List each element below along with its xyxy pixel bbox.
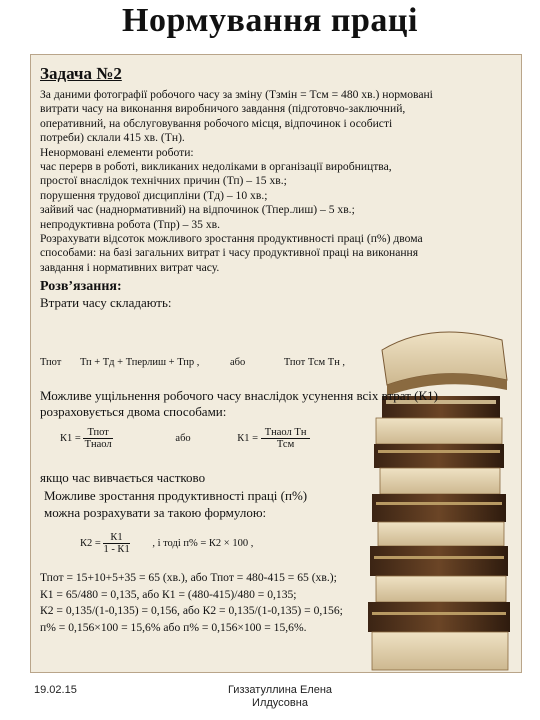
k1-description: Можливе ущільнення робочого часу внаслідок усунення всіх втрат (К1) розраховується двома способами:: [40, 388, 438, 419]
task-section: [40, 64, 510, 311]
task-line: способами: на базі загальних витрат і часу продуктивної праці на виконання: [40, 246, 419, 260]
page-title: Нормування праці: [122, 2, 418, 39]
k1-lhs-alt: К1 =: [237, 432, 259, 444]
k2-lhs: К2 =: [80, 537, 101, 549]
k1-formula: [60, 427, 310, 450]
k1-numerator-alt: Тнаол Тн: [261, 427, 311, 439]
losses-formula: [40, 357, 345, 368]
k1-denominator: Тнаол: [84, 439, 112, 450]
k1-fraction: [83, 427, 112, 450]
growth-line: Можливе зростання продуктивності праці (п%): [44, 488, 308, 503]
k2-rest: , і тоді п% = К2 × 100 ,: [152, 537, 254, 549]
task-line: простої внаслідок технічних причин (Тп) – 15 хв.;: [40, 174, 287, 188]
task-heading: Задача №2: [40, 64, 122, 83]
task-line: порушення трудової дисципліни (Тд) – 10 хв.;: [40, 188, 268, 202]
k2-fraction: [103, 532, 129, 555]
k1-or: або: [175, 432, 191, 444]
task-line: Ненормовані елементи роботи:: [40, 145, 194, 159]
formula-expr: Тп + Тд + Тперлиш + Тпр ,: [79, 357, 200, 368]
formula-alt: Тпот Тсм Тн ,: [283, 357, 346, 368]
k2-numerator: К1: [103, 532, 129, 544]
task-line: непродуктивна робота (Тпр) – 35 хв.: [40, 217, 220, 231]
calc-line: п% = 0,156×100 = 15,6% або п% = 0,156×100 = 15,6%.: [40, 620, 307, 634]
calc-line: К1 = 65/480 = 0,135, або К1 = (480-415)/480 = 0,135;: [40, 587, 297, 601]
k2-denominator: 1 - К1: [103, 544, 130, 555]
author-name: Гиззатуллина Елена: [227, 684, 333, 696]
task-line: Розрахувати відсоток можливого зростання продуктивності праці (п%) двома: [40, 232, 423, 246]
task-line: завдання і нормативних витрат часу.: [40, 260, 220, 274]
footer-author: [200, 684, 360, 710]
formula-lhs: Тпот: [40, 357, 62, 368]
formula-or: або: [229, 357, 246, 368]
task-line: час перерв в роботі, викликаних недоліками в організації виробництва,: [40, 160, 392, 174]
footer-date: 19.02.15: [34, 684, 77, 696]
books-stack-image: [362, 310, 512, 672]
k2-formula: [80, 532, 253, 555]
task-line: витрати часу на виконання виробничого завдання (підготовчо-заключний,: [40, 102, 406, 116]
task-line: потреби) склали 415 хв. (Тн).: [40, 131, 185, 145]
solution-intro: Втрати часу складають:: [40, 295, 172, 311]
solution-heading: Розв’язання:: [40, 279, 122, 295]
growth-line: можна розрахувати за такою формулою:: [44, 505, 267, 520]
k1-numerator: Тпот: [83, 427, 112, 439]
author-patronymic: Илдусовна: [252, 697, 308, 709]
task-line: За даними фотографії робочого часу за зміну (Тзмін = Тсм = 480 хв.) нормовані: [40, 88, 433, 101]
calc-line: Тпот = 15+10+5+35 = 65 (хв.), або Тпот = 480-415 = 65 (хв.);: [40, 571, 337, 584]
task-line: зайвий час (наднормативний) на відпочинок (Тпер.лиш) – 5 хв.;: [40, 203, 355, 217]
k1-lhs: К1 =: [60, 432, 81, 444]
calculations: [40, 570, 370, 636]
k1-denominator-alt: Тсм: [276, 439, 295, 450]
k1-fraction-alt: [261, 427, 311, 450]
partial-note: якщо час вивчається частково: [40, 470, 206, 485]
task-line: оперативний, на обслуговування робочого місця, відпочинок і особисті: [40, 116, 393, 130]
calc-line: К2 = 0,135/(1-0,135) = 0,156, або К2 = 0,135/(1-0,135) = 0,156;: [40, 604, 343, 617]
